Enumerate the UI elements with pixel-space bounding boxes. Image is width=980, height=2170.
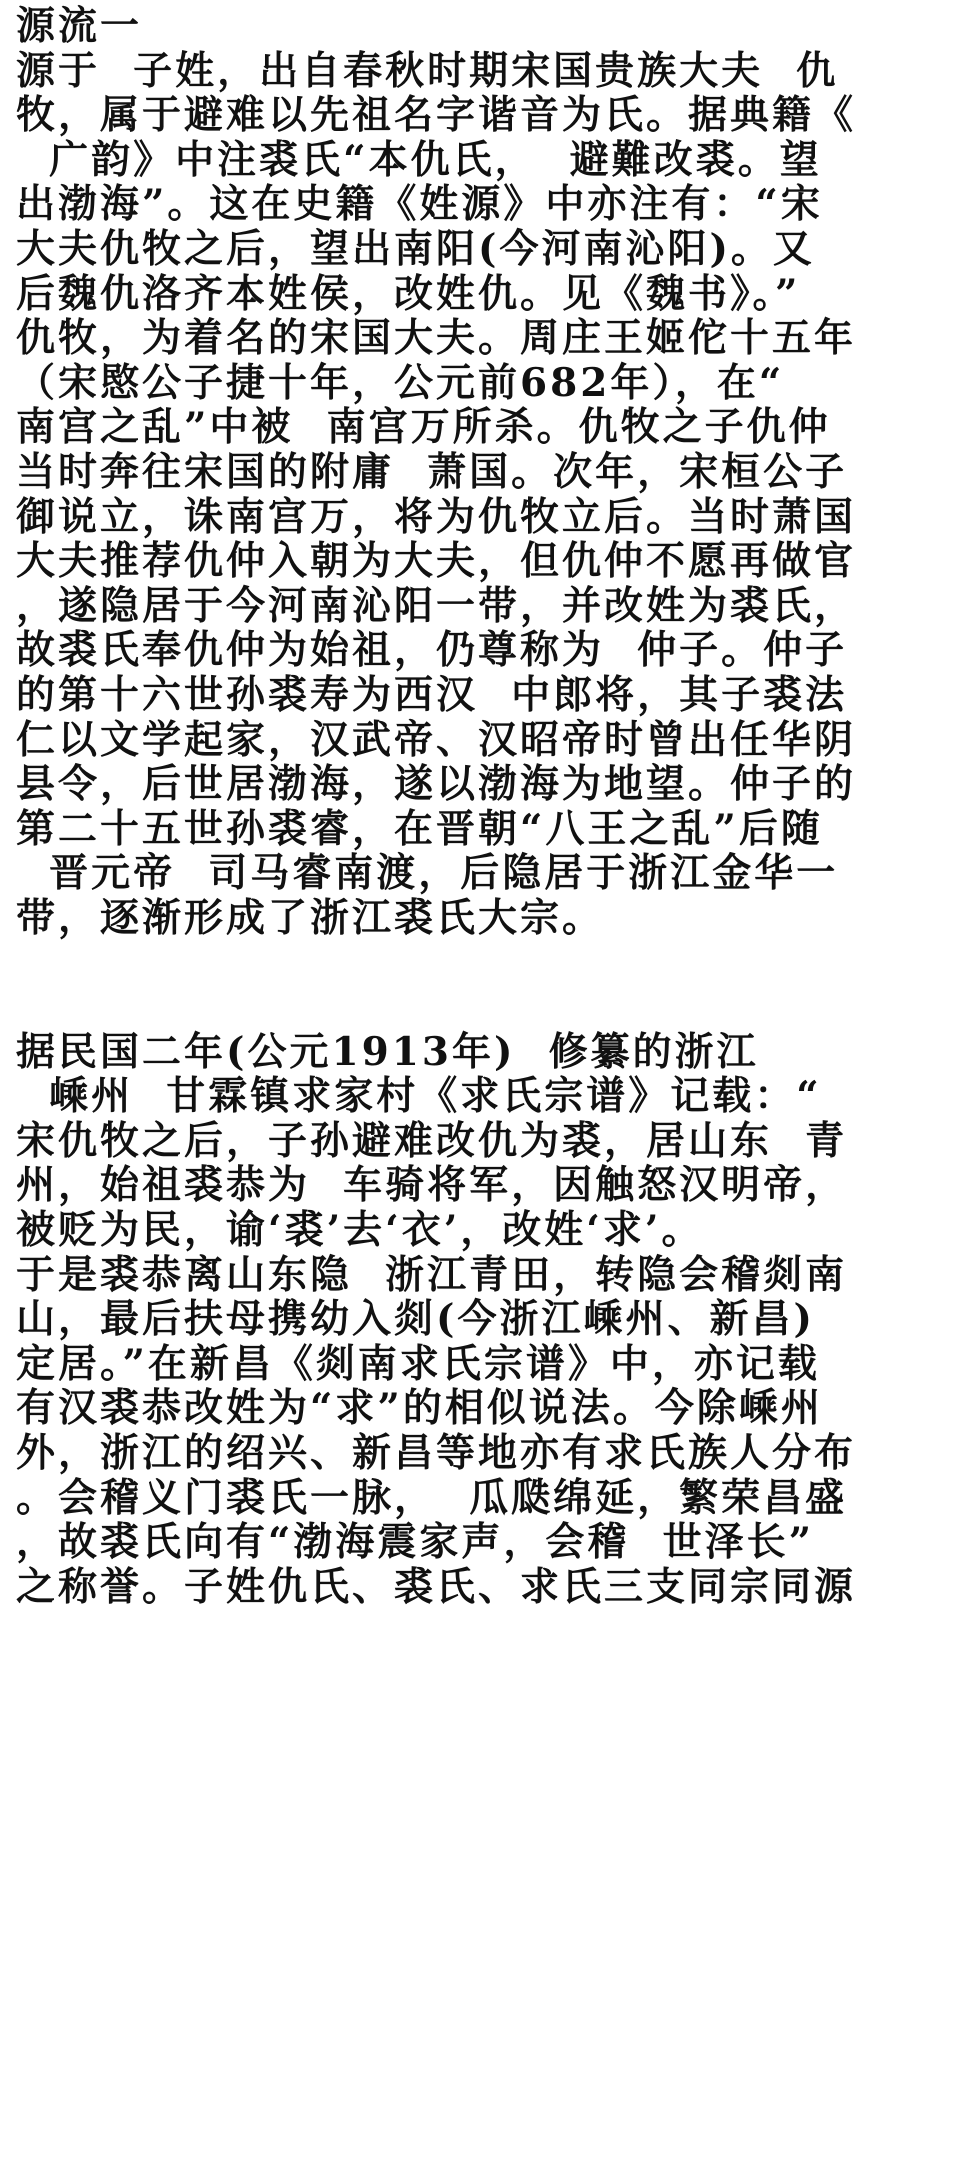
text-line: 县令，后世居渤海，遂以渤海为地望。仲子的 (16, 762, 857, 807)
text-line: 牧，属于避难以先祖名字谐音为氏。据典籍《 (16, 93, 857, 138)
text-line: 源于 子姓，出自春秋时期宋国贵族大夫 仇 (16, 48, 839, 94)
text-line: 仇牧，为着名的宋国大夫。周庄王姬佗十五年 (16, 316, 857, 361)
text-line: ，故裘氏向有“渤海震家声，会稽 世泽长” (16, 1520, 815, 1565)
text-line: 当时奔往宋国的附庸 萧国。次年，宋桓公子 (16, 449, 848, 495)
text-line: 嵊州 甘霖镇求家村《求氏宗谱》记载：“ (16, 1074, 822, 1119)
text-line: 宋仇牧之后，子孙避难改仇为裘，居山东 青 (16, 1118, 848, 1164)
text-line: 有汉裘恭改姓为“求”的相似说法。今除嵊州 (16, 1386, 823, 1431)
section-genealogy-record (16, 1030, 966, 1610)
text-line: 晋元帝 司马睿南渡，后隐居于浙江金华一 (16, 851, 839, 896)
text-line: 御说立，诛南宫万，将为仇牧立后。当时萧国 (16, 494, 857, 540)
text-line: 的第十六世孙裘寿为西汉 中郎将，其子裘法 (16, 672, 848, 718)
text-line: 定居。”在新昌《剡南求氏宗谱》中，亦记载 (16, 1341, 820, 1387)
text-line: 后魏仇洛齐本姓侯，改姓仇。见《魏书》。” (16, 271, 801, 317)
text-line: 据民国二年(公元1913年) 修纂的浙江 (16, 1029, 759, 1075)
text-line: 带，逐渐形成了浙江裘氏大宗。 (16, 895, 605, 941)
text-line: 大夫仇牧之后，望出南阳(今河南沁阳)。又 (16, 226, 815, 272)
text-line: 源流一 (16, 4, 143, 49)
text-line: ，遂隐居于今河南沁阳一带，并改姓为裘氏， (16, 583, 857, 629)
text-line: 广韵》中注裘氏“本仇氏， 避難改裘。望 (16, 137, 822, 183)
text-line: 外，浙江的绍兴、新昌等地亦有求氏族人分布 (16, 1431, 857, 1476)
text-line: 大夫推荐仇仲入朝为大夫，但仇仲不愿再做官 (16, 539, 857, 584)
text-line: 于是裘恭离山东隐 浙江青田，转隐会稽剡南 (16, 1252, 848, 1298)
paragraph-gap (16, 940, 966, 1029)
text-line: 山，最后扶母携幼入剡(今浙江嵊州、新昌) (16, 1297, 815, 1342)
text-line: 出渤海”。这在史籍《姓源》中亦注有：“宋 (16, 182, 823, 227)
text-line: 仁以文学起家，汉武帝、汉昭帝时曾出任华阴 (16, 717, 857, 763)
text-line: 第二十五世孙裘睿，在晋朝“八王之乱”后随 (16, 806, 823, 852)
text-line: 。会稽义门裘氏一脉， 瓜瓞绵延，繁荣昌盛 (16, 1475, 848, 1521)
text-line: （宋愍公子捷十年，公元前682年），在“ (16, 360, 785, 406)
text-line: 故裘氏奉仇仲为始祖，仍尊称为 仲子。仲子 (16, 628, 848, 673)
text-line: 州，始祖裘恭为 车骑将军，因触怒汉明帝， (16, 1163, 848, 1209)
document-page (16, 4, 966, 1609)
text-line: 南宫之乱”中被 南宫万所杀。仇牧之子仇仲 (16, 405, 831, 450)
text-line: 被贬为民，谕‘裘’去‘衣’，改姓‘求’。 (16, 1208, 704, 1253)
section-origin-one (16, 4, 966, 940)
text-line: 之称誉。子姓仇氏、裘氏、求氏三支同宗同源 (16, 1564, 857, 1610)
